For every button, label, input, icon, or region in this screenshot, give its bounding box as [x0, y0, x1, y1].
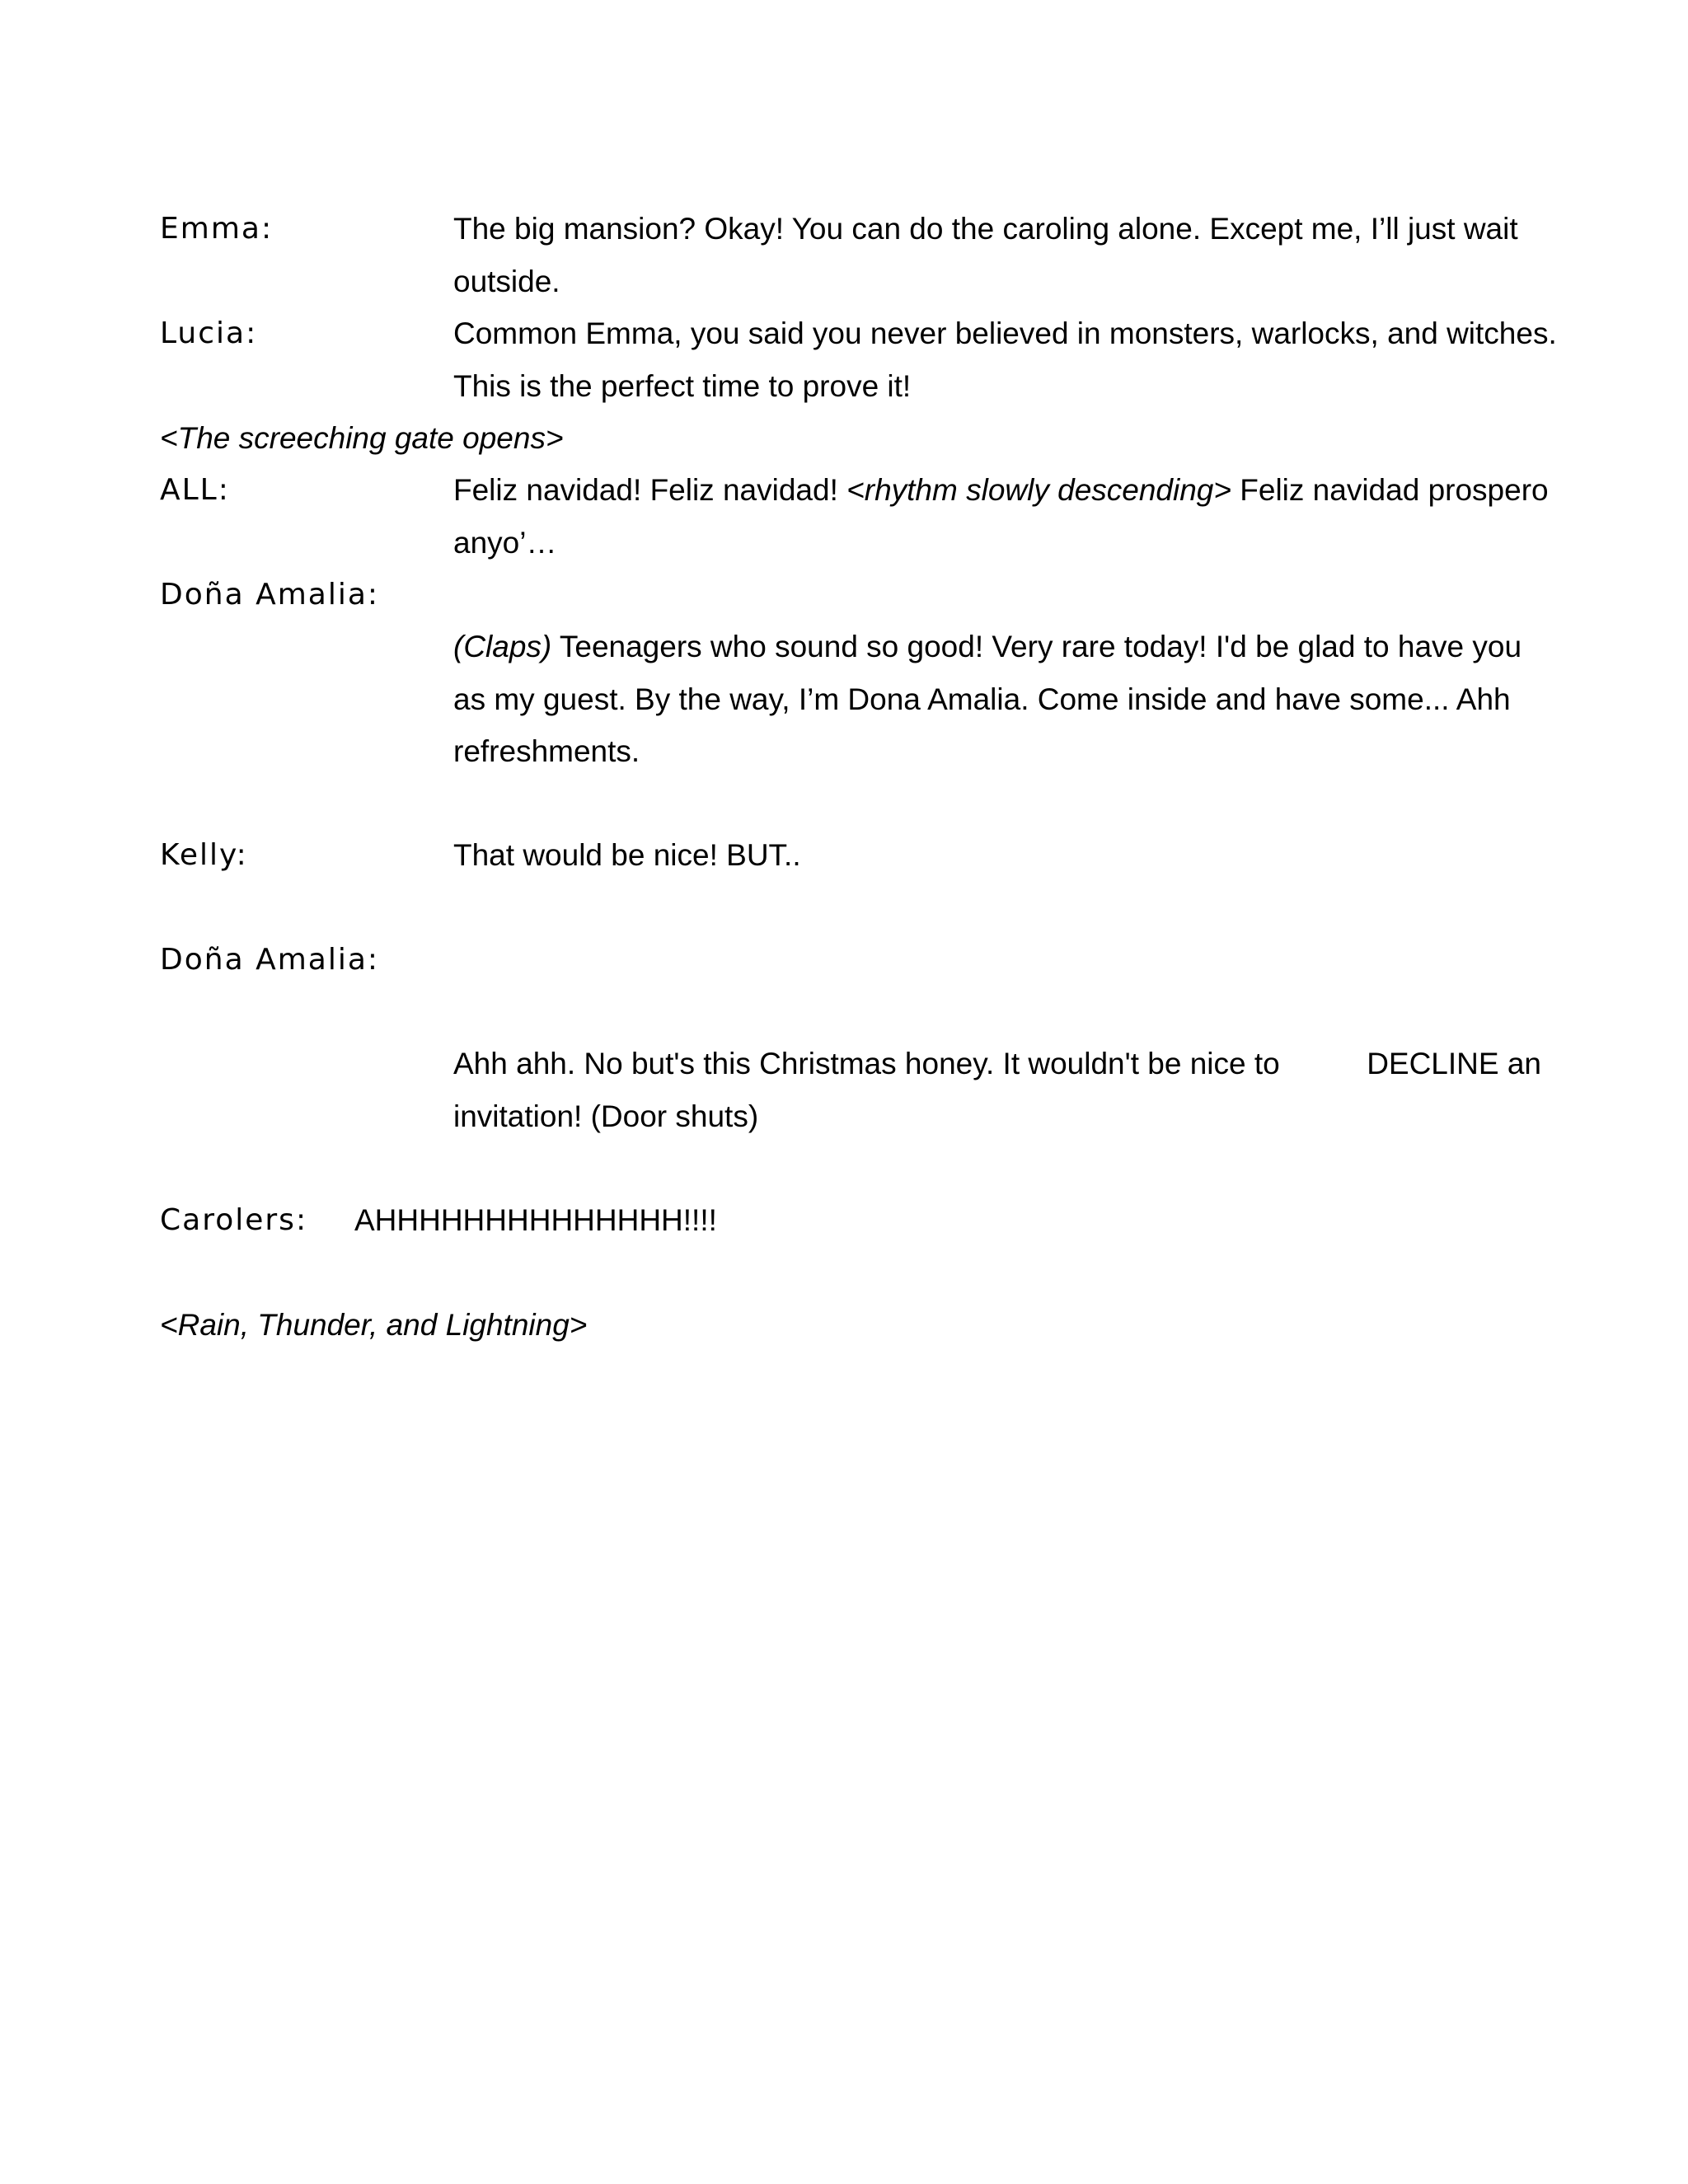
speaker-kelly: Kelly: [160, 838, 248, 872]
dialogue-text: Teenagers who sound so good! Very rare today! I'd be glad to have you [551, 630, 1522, 663]
dialogue-text: DECLINE an [1367, 1047, 1541, 1080]
inline-stage-direction: (Claps) [453, 630, 552, 663]
dialogue-emma [453, 203, 1541, 307]
speaker-dona-amalia: Doña Amalia: [160, 943, 380, 977]
dialogue-line: as my guest. By the way, I’m Dona Amalia. Come inside and have some... Ahh [453, 682, 1511, 716]
dialogue-carolers: AHHHHHHHHHHHHHH!!!! [354, 1203, 717, 1237]
stage-direction-rain: <Rain, Thunder, and Lightning> [160, 1308, 588, 1342]
speaker-emma: Emma: [160, 212, 274, 246]
dialogue-kelly [453, 829, 1541, 882]
dialogue-text: Feliz navidad! Feliz navidad! [453, 473, 847, 507]
inline-stage-direction: <rhythm slowly descending> [846, 473, 1231, 507]
stage-direction-gate: <The screeching gate opens> [160, 421, 564, 455]
dialogue-lucia [453, 307, 1557, 412]
dialogue-dona-amalia [453, 621, 1541, 778]
dialogue-line [453, 464, 1549, 517]
dialogue-text: Ahh ahh. No but's this Christmas honey. It wouldn't be nice to [453, 1047, 1280, 1080]
dialogue-line: invitation! (Door shuts) [453, 1099, 759, 1133]
dialogue-all [453, 464, 1549, 569]
dialogue-line: refreshments. [453, 734, 640, 768]
speaker-lucia: Lucia: [160, 316, 258, 350]
speaker-carolers: Carolers: [160, 1203, 308, 1237]
dialogue-line: Common Emma, you said you never believed in monsters, warlocks, and witches. [453, 316, 1557, 350]
dialogue-line [453, 621, 1541, 673]
dialogue-line: anyo’… [453, 525, 557, 560]
speaker-all: ALL: [160, 473, 230, 507]
dialogue-dona-amalia [453, 1038, 1541, 1142]
dialogue-line: The big mansion? Okay! You can do the caroling alone. Except me, I’ll just wait [453, 212, 1518, 246]
dialogue-line: outside. [453, 264, 560, 298]
dialogue-text: Feliz navidad prospero [1231, 473, 1549, 507]
speaker-dona-amalia: Doña Amalia: [160, 578, 380, 612]
dialogue-line: That would be nice! BUT.. [453, 838, 801, 872]
dialogue-line: This is the perfect time to prove it! [453, 368, 912, 403]
dialogue-line [453, 1038, 1541, 1090]
